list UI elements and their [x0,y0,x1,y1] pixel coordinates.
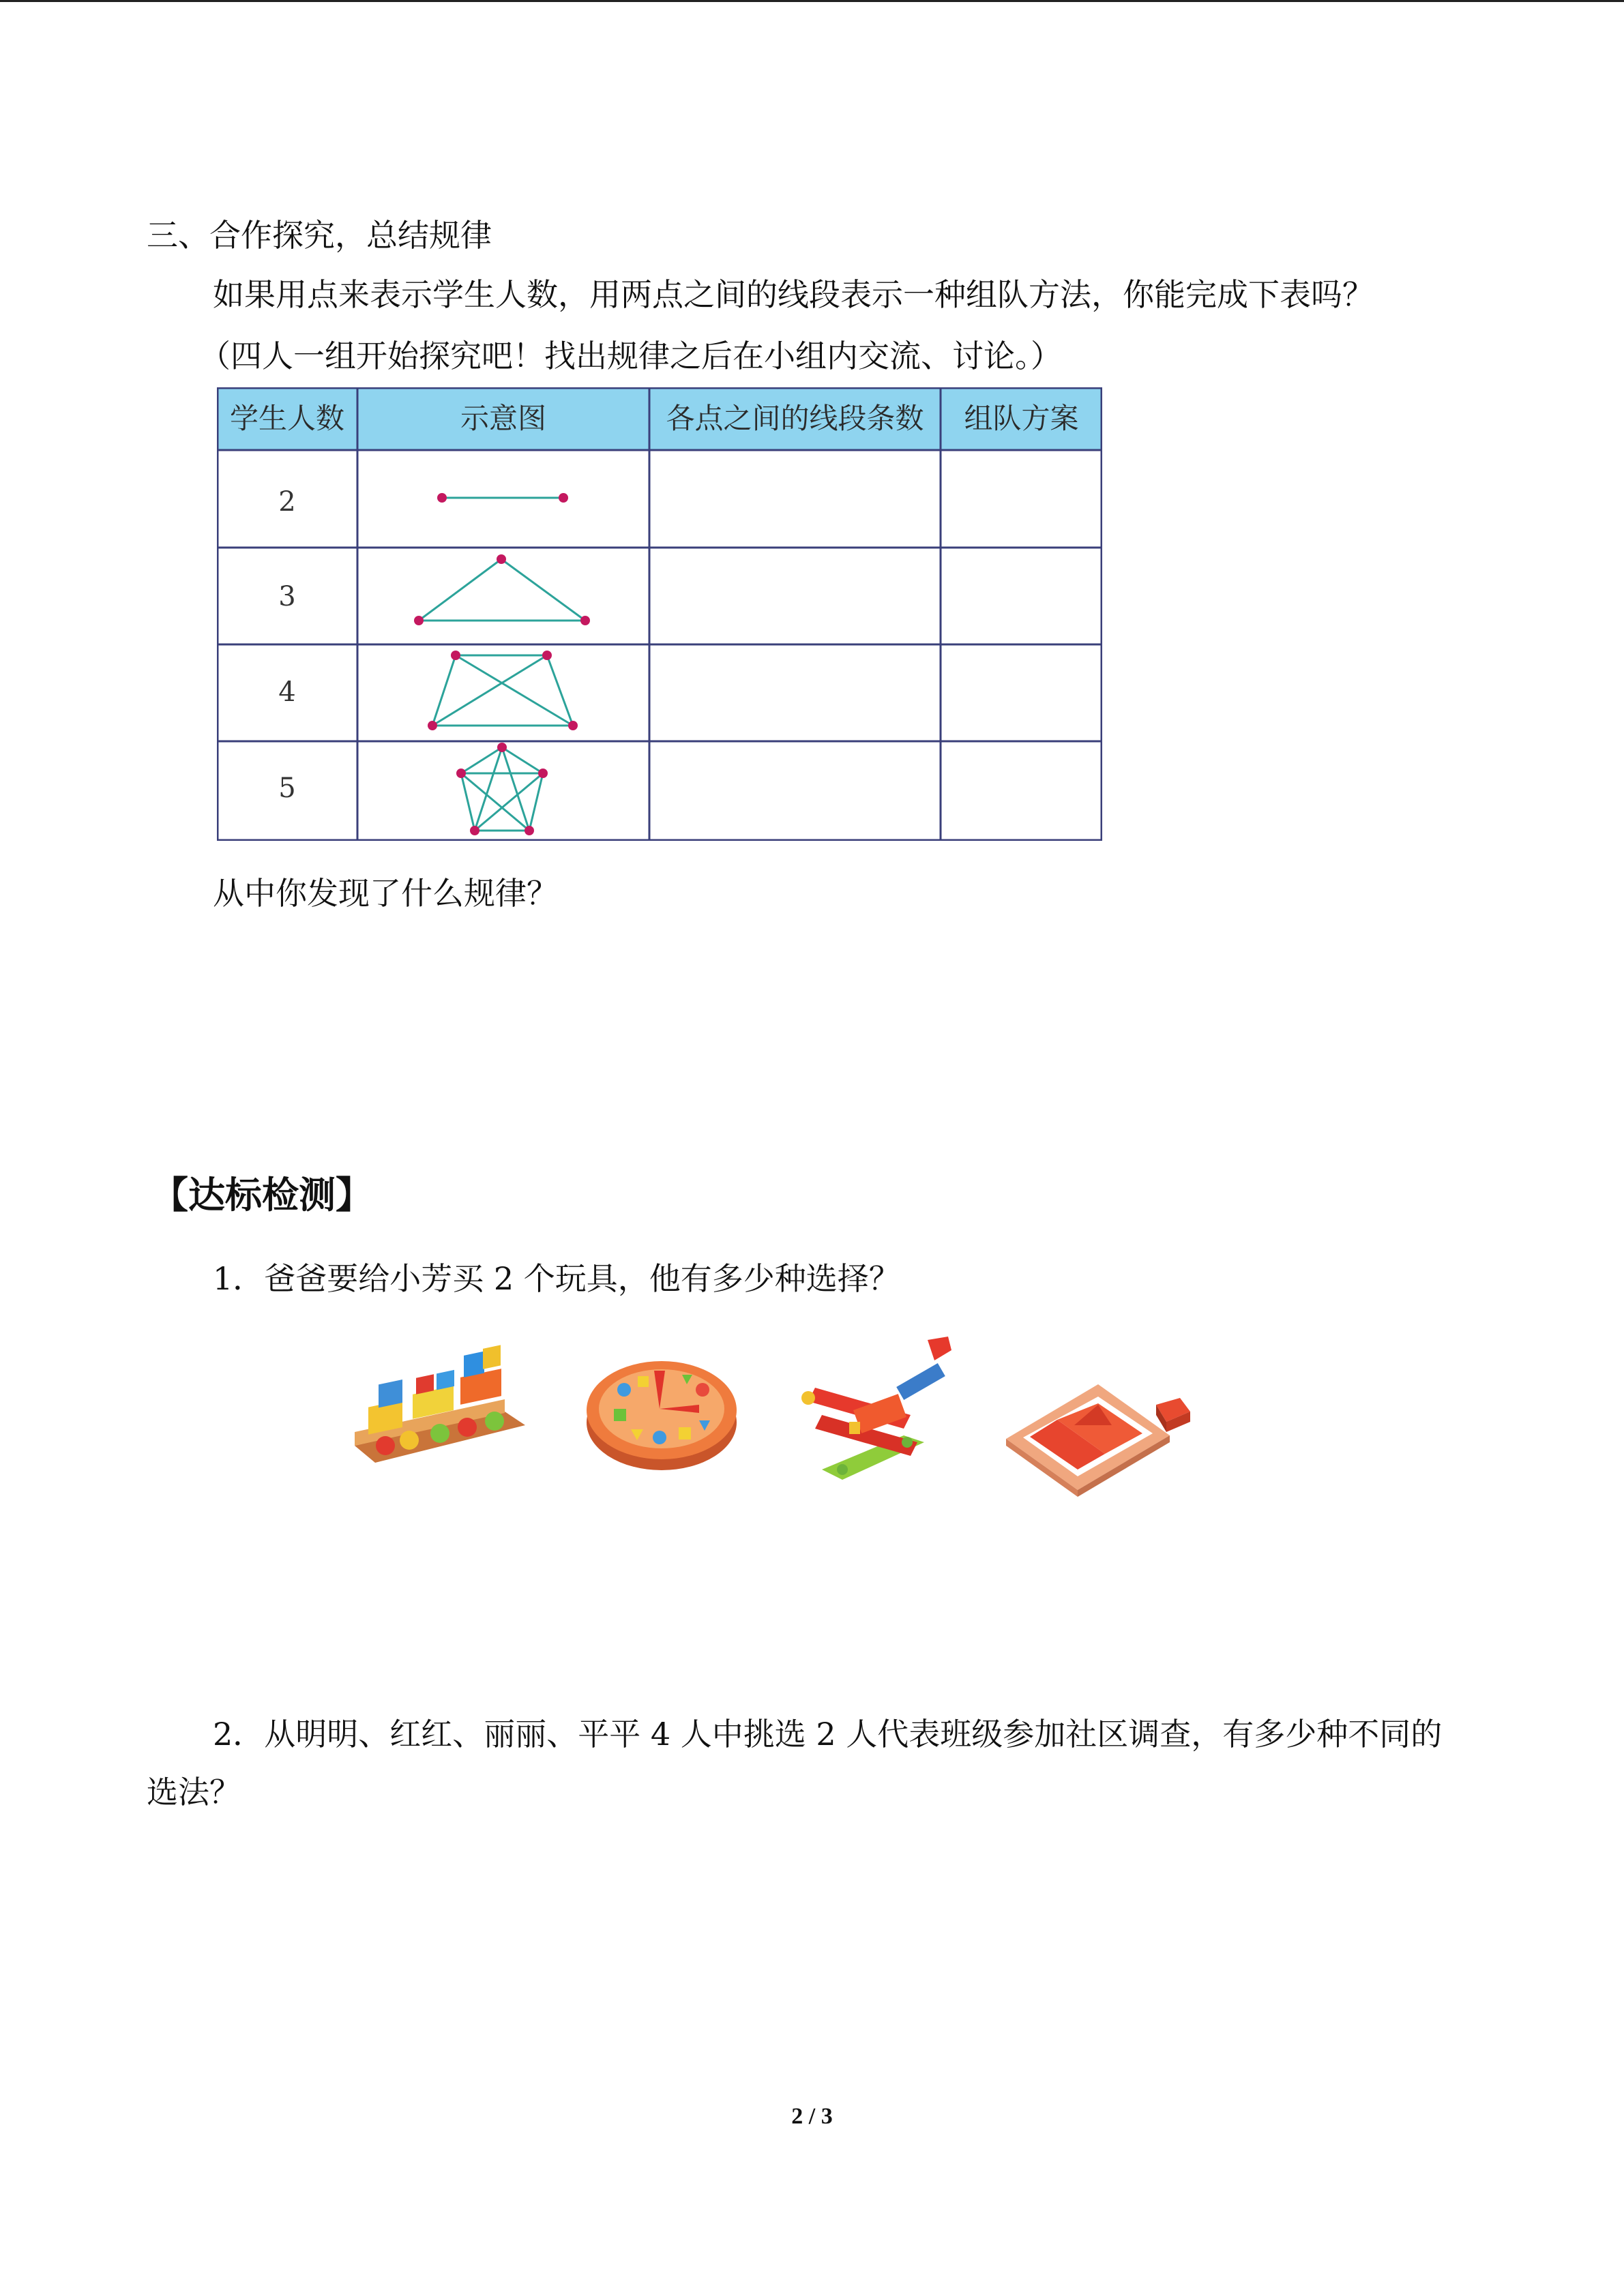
diagram-point [559,493,568,503]
diagram-segment [432,655,547,726]
diagram-point [470,826,479,835]
row-students-5: 5 [278,773,296,804]
page-number: 2 / 3 [791,2104,833,2129]
diagram-segment [501,559,585,621]
top-border [0,0,1624,2]
section-hint: （四人一组开始探究吧！找出规律之后在小组内交流、讨论。） [199,338,1062,374]
airplane-toy [795,1333,958,1490]
exploration-table [217,387,1102,841]
diagram-5-points [456,743,548,835]
tangram-toy [1003,1357,1194,1497]
clock-puzzle-toy [583,1342,740,1475]
diagram-point [497,554,506,564]
header-diagram: 示意图 [460,402,546,435]
diagram-point [497,743,507,752]
row-students-3: 3 [278,581,296,612]
diagram-2-points [437,493,568,503]
diagram-point [525,826,534,835]
header-segments: 各点之间的线段条数 [666,402,924,435]
rule-question: 从中你发现了什么规律？ [213,875,558,912]
diagram-point [451,651,460,660]
train-toy [348,1337,532,1473]
diagram-point [456,769,466,778]
diagram-segment [461,747,502,773]
diagram-point [428,721,437,730]
header-plan: 组队方案 [964,402,1079,435]
section-title: 三、合作探究，总结规律 [147,217,492,254]
diagram-point [580,616,590,625]
diagram-point [414,616,424,625]
diagram-segment [432,655,456,726]
row-students-2: 2 [278,486,296,518]
section-prompt: 如果用点来表示学生人数，用两点之间的线段表示一种组队方法，你能完成下表吗？ [213,276,1374,313]
question-1: 1．爸爸要给小芳买 2 个玩具，他有多少种选择？ [213,1260,900,1297]
diagram-segment [456,655,573,726]
diagram-point [538,769,548,778]
check-section-title: 【达标检测】 [151,1174,372,1217]
diagram-4-points [428,651,578,730]
diagram-segment [502,747,543,773]
diagram-segment [419,559,501,621]
diagram-point [437,493,447,503]
diagram-segment [547,655,573,726]
diagram-point [568,721,578,730]
diagram-3-points [414,554,590,625]
header-students: 学生人数 [229,402,344,435]
diagram-point [542,651,552,660]
row-students-4: 4 [278,676,296,708]
question-2-line-2: 选法？ [147,1774,241,1810]
question-2-line-1: 2．从明明、红红、丽丽、平平 4 人中挑选 2 人代表班级参加社区调查，有多少种不同的 [213,1716,1443,1753]
